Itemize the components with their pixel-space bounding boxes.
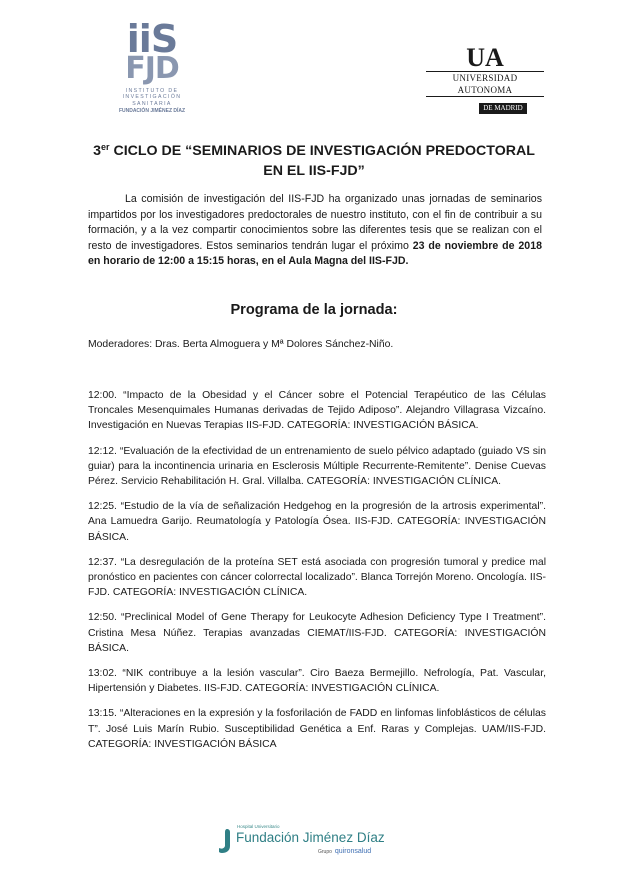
session-text: 13:15. “Alteraciones en la expresión y la fosforilación de FADD en linfomas linfoblásticos de células T”. José Luis Marín Rubio. Susceptibilidad Genética a Enf. Raras y Complejas. UAM/IIS-FJD. CATEGORÍA: INVESTIGACIÓN BÁSICA: [88, 708, 546, 750]
iis-logo-top: iiS: [126, 17, 178, 61]
program-heading: Programa de la jornada:: [230, 302, 398, 318]
program-list: [88, 388, 546, 762]
iis-fjd-logo: [112, 17, 192, 115]
fjd-hospital-label: Hospital Universitario: [237, 824, 280, 829]
fjd-group-label: Grupo: [318, 849, 332, 855]
session-item: [88, 555, 546, 601]
session-item: [88, 499, 546, 545]
title-ordinal-number: 3: [93, 143, 101, 159]
fjd-name-last: Jiménez Díaz: [299, 830, 385, 845]
quironsalud-brand: quironsalud: [334, 848, 372, 855]
moderators: Moderadores: Dras. Berta Almoguera y Mª Dolores Sánchez-Niño.: [88, 339, 394, 350]
uam-logo-mark: UA: [466, 43, 504, 72]
session-item: [88, 666, 546, 696]
iis-logo-line2: INVESTIGACIÓN: [122, 94, 182, 101]
intro-paragraph: [88, 192, 542, 270]
iis-logo-line4: FUNDACIÓN JIMÉNEZ DÍAZ: [118, 108, 186, 115]
session-item: [88, 610, 546, 656]
iis-logo-line1: INSTITUTO DE: [125, 88, 179, 94]
session-text: 12:50. “Preclinical Model of Gene Therapy for Leukocyte Adhesion Deficiency Type I Treatment”. Cristina Mesa Núñez. Terapias avanzadas CIEMAT/IIS-FJD. CATEGORÍA: INVESTIGACIÓN BÁSICA.: [88, 612, 546, 654]
iis-logo-line3: SANITARIA: [132, 100, 172, 107]
uam-logo-name: UNIVERSIDAD AUTONOMA: [426, 71, 544, 97]
session-item: [88, 706, 546, 752]
session-text: 12:25. “Estudio de la vía de señalización Hedgehog en la progresión de la artrosis experimental”. Ana Lamuedra Garijo. Reumatología y Patología Ósea. IIS-FJD. CATEGORÍA: INVESTIGACIÓN BÁSICA.: [88, 501, 546, 543]
title-line1-text: CICLO DE “SEMINARIOS DE INVESTIGACIÓN PREDOCTORAL: [109, 143, 535, 159]
title-ordinal-suffix: er: [100, 142, 110, 152]
fjd-group: [318, 848, 371, 856]
fjd-mark-icon: [218, 828, 232, 854]
session-item: [88, 444, 546, 490]
fjd-footer-logo: [218, 822, 418, 862]
session-text: 12:00. “Impacto de la Obesidad y el Cáncer sobre el Potencial Terapéutico de las Células Troncales Mesenquimales Humanas derivadas de Tejido Adiposo”. Alejandro Villagrasa Vizcaíno. Investigación en Nuevas Terapias IIS-FJD. CATEGORÍA: INVESTIGACIÓN BÁSICA.: [88, 390, 546, 432]
page-title-line1: [0, 141, 628, 162]
page-title-line2: EN EL IIS-FJD”: [263, 163, 365, 179]
intro-date: 23 de noviembre de 2018 en horario de 12:00 a 15:15 horas, en el Aula Magna del IIS-FJD.: [88, 239, 542, 268]
session-text: 13:02. “NIK contribuye a la lesión vascular”. Ciro Baeza Bermejillo. Nefrología, Pat. Vascular, Hipertensión y Diabetes. IIS-FJD. CATEGORÍA: INVESTIGACIÓN CLÍNICA.: [88, 668, 546, 695]
session-text: 12:12. “Evaluación de la efectividad de un entrenamiento de suelo pélvico adaptado (guiado VS sin guiar) para la incontinencia urinaria en Esclerosis Múltiple Recurrente-Remitente”. Denise Cuevas Pérez. Servicio Rehabilitación H. Gral. Villalba. CATEGORÍA: INVESTIGACIÓN CLÍNICA.: [88, 445, 546, 488]
session-text: 12:37. “La desregulación de la proteína SET está asociada con progresión tumoral y predice mal pronóstico en pacientes con cáncer colorrectal localizado”. Blanca Torrejón Moreno. Oncología. IIS-FJD. CATEGORÍA: INVESTIGACIÓN CLÍNICA.: [88, 556, 546, 599]
iis-logo-bottom: FJD: [125, 51, 179, 86]
uam-logo: [426, 43, 544, 115]
uam-logo-city: DE MADRID: [479, 103, 526, 114]
fjd-name-first: Fundación: [236, 830, 300, 845]
session-item: [88, 388, 546, 434]
intro-text: La comisión de investigación del IIS-FJD ha organizado unas jornadas de seminarios impartidos por los investigadores predoctorales de nuestro instituto, con el fin de contribuir a su formación, y a la vez compartir conocimientos sobre las diferentes tesis que se realizan con el resto de investigadores. Estos seminarios tendrán lugar el próximo: [88, 193, 542, 252]
fjd-name: [236, 830, 385, 846]
